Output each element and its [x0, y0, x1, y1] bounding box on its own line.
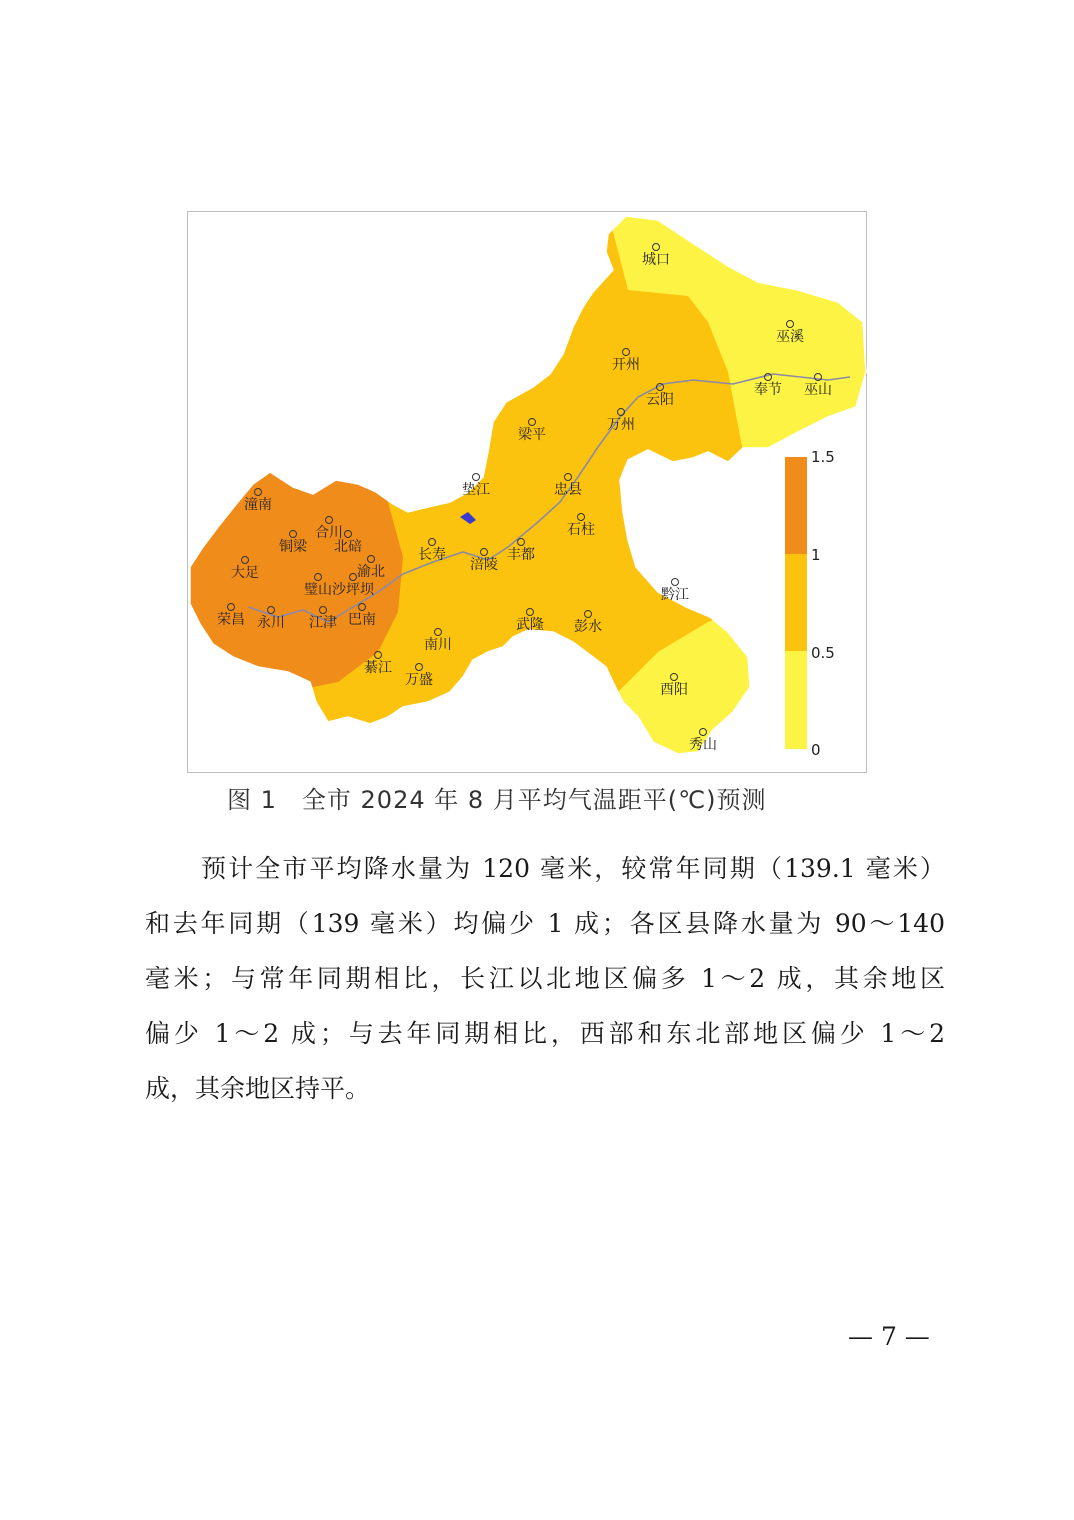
city-label: 巴南 [348, 612, 376, 628]
legend-tick-1: 1 [811, 546, 821, 564]
city-label: 云阳 [646, 392, 674, 408]
city-label: 大足 [231, 565, 259, 581]
city-label: 沙坪坝 [332, 582, 374, 598]
city-label: 石柱 [567, 522, 595, 538]
city-label: 垫江 [462, 482, 490, 498]
city-label: 南川 [424, 637, 452, 653]
city-label: 涪陵 [470, 557, 498, 573]
city-marker [473, 474, 480, 481]
anomaly-zones [188, 212, 868, 774]
legend-tick-1-5: 1.5 [811, 448, 835, 466]
city-label: 秀山 [689, 737, 717, 753]
city-label: 铜梁 [279, 539, 307, 555]
paragraph-line: 预计全市平均降水量为 120 毫米，较常年同期（139.1 毫米） [201, 854, 945, 883]
page-number: — 7 — [848, 1322, 930, 1351]
precipitation-paragraph [145, 841, 945, 1116]
city-label: 忠县 [554, 482, 582, 498]
figure-caption: 图 1 全市 2024 年 8 月平均气温距平(℃)预测 [227, 786, 767, 814]
city-label: 城口 [642, 252, 670, 268]
city-label: 北碚 [334, 539, 362, 555]
city-label: 璧山 [304, 582, 332, 598]
city-label: 万盛 [405, 672, 433, 688]
city-label: 丰都 [507, 547, 535, 563]
city-label: 潼南 [244, 497, 272, 513]
city-label: 万州 [607, 417, 635, 433]
city-label: 巫山 [804, 382, 832, 398]
legend-tick-0: 0 [811, 741, 821, 759]
city-label: 长寿 [418, 547, 446, 563]
city-label: 永川 [257, 615, 285, 631]
city-label: 黔江 [661, 587, 689, 603]
temperature-anomaly-map [187, 211, 867, 773]
legend-tick-0-5: 0.5 [811, 644, 835, 662]
city-label: 梁平 [518, 427, 546, 443]
legend [785, 448, 835, 759]
city-label: 彭水 [574, 619, 602, 635]
paragraph-line: 偏少 1～2 成；与去年同期相比，西部和东北部地区偏少 1～2 [145, 1019, 945, 1048]
city-label: 荣昌 [217, 612, 245, 628]
city-label: 江津 [309, 615, 337, 631]
legend-bin-low [785, 651, 807, 749]
legend-bin-high [785, 457, 807, 554]
paragraph-line: 毫米；与常年同期相比，长江以北地区偏多 1～2 成，其余地区 [145, 964, 945, 993]
city-label: 合川 [315, 525, 343, 541]
city-label: 武隆 [516, 617, 544, 633]
paragraph-line: 成，其余地区持平。 [145, 1074, 371, 1103]
map-graphic [188, 212, 868, 774]
paragraph-line: 和去年同期（139 毫米）均偏少 1 成；各区县降水量为 90～140 [145, 909, 945, 938]
city-label: 开州 [612, 357, 640, 373]
city-label: 綦江 [364, 660, 392, 676]
city-marker [672, 579, 679, 586]
city-label: 巫溪 [776, 329, 804, 345]
legend-bin-medium [785, 554, 807, 651]
city-label: 酉阳 [660, 682, 688, 698]
city-label: 奉节 [754, 382, 782, 398]
city-label: 渝北 [357, 564, 385, 580]
